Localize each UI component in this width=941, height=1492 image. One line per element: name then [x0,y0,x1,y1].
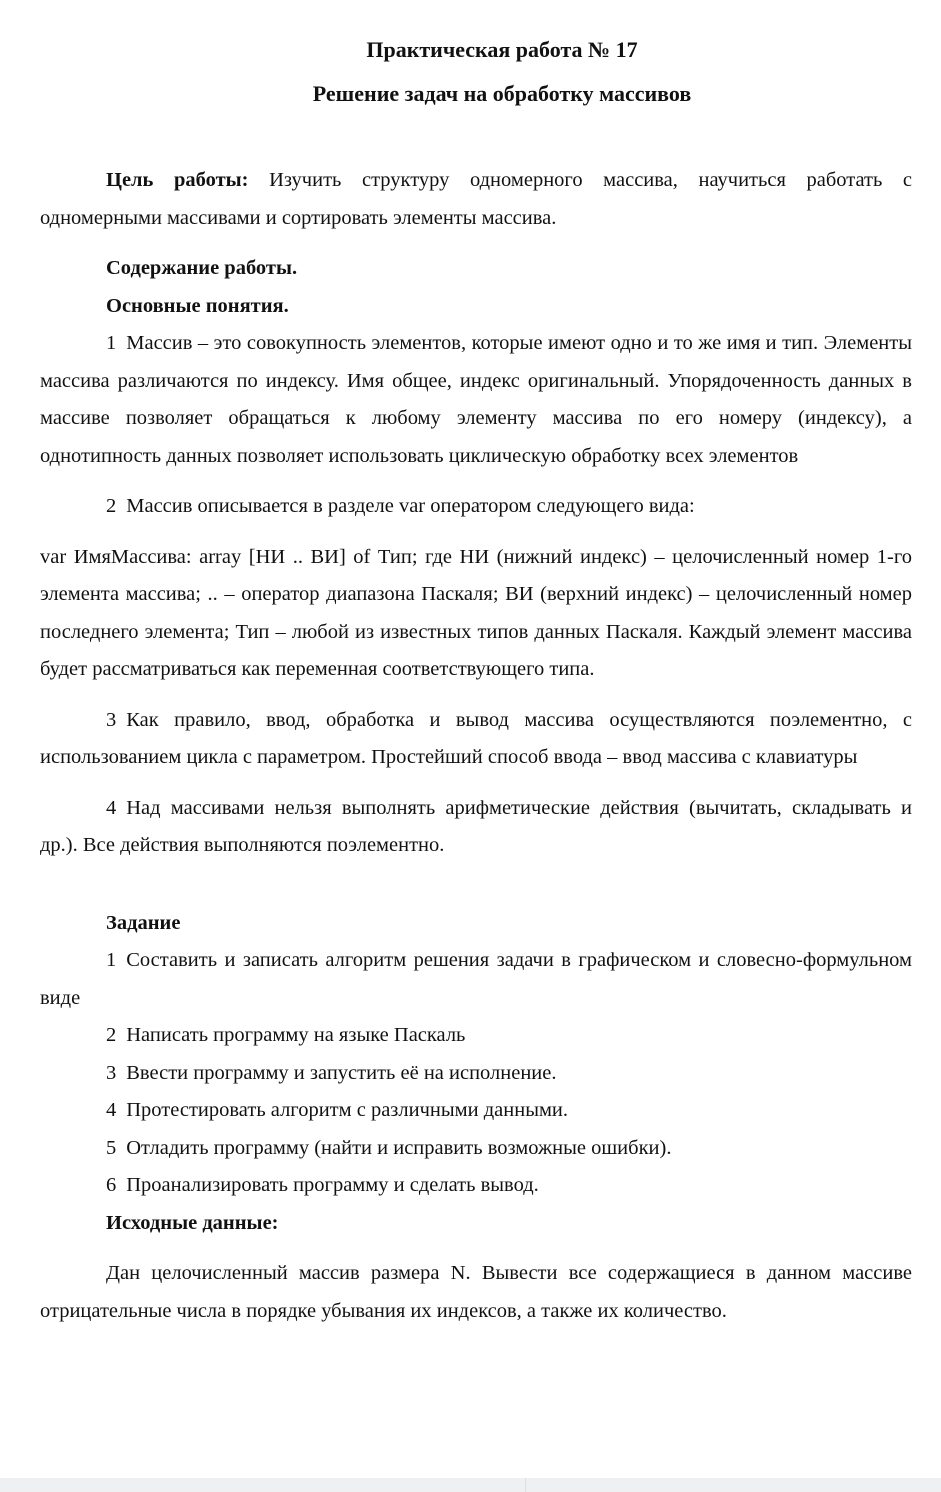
task-item [40,1092,912,1130]
concept-text: Массив – это совокупность элементов, которые имеют одно и то же имя и тип. Элементы массива различаются по индексу. Имя общее, индекс оригинальный. Упорядоченность данных в массиве позволяет обращаться к любому элементу массива по его номеру (индексу), а однотипность данных позволяет использовать циклическую обработку всех элементов [40,332,912,467]
task-number: 4 [106,1099,117,1121]
task-item [40,1017,912,1055]
concepts-heading: Основные понятия. [106,294,289,317]
task-heading: Задание [106,911,181,934]
document-title: Практическая работа № 17 [366,37,638,62]
task-text: Протестировать алгоритм с различными данными. [126,1099,569,1121]
goal-label: Цель работы: [106,169,249,191]
bottom-bar [0,1478,941,1492]
task-number: 2 [106,1024,117,1046]
goal-text: Изучить структуру одномерного массива, научиться работать с одномерными массивами и сортировать элементы массива. [40,169,913,229]
task-number: 5 [106,1136,117,1159]
task-text: Ввести программу и запустить её на исполнение. [126,1061,557,1084]
document-subtitle: Решение задач на обработку массивов [312,81,692,106]
task-number: 1 [106,949,117,971]
task-number: 6 [106,1174,117,1196]
source-text: Дан целочисленный массив размера N. Вывести все содержащиеся в данном массиве отрицательные числа в порядке убывания их индексов, а также их количество. [40,1262,912,1322]
task-text: Написать программу на языке Паскаль [126,1024,466,1046]
task-number: 3 [106,1061,117,1084]
task-item [40,942,912,1017]
task-text: Проанализировать программу и сделать вывод. [126,1174,539,1196]
concept-text: Над массивами нельзя выполнять арифметические действия (вычитать, складывать и др.). Все действия выполняются поэлементно. [40,796,912,856]
concept-number: 1 [106,332,117,354]
declaration-paragraph: var ИмяМассива: array [НИ .. ВИ] of Тип; где НИ (нижний индекс) – целочисленный номер 1-го элемента массива; .. – оператор диапазона Паскаля; ВИ (верхний индекс) – целочисленный номер последнего элемента; Тип – любой из известных типов данных Паскаля. Каждый элемент массива будет рассматриваться как переменная соответствующего типа. [40,545,912,680]
concept-number: 4 [106,796,117,819]
concept-text: Как правило, ввод, обработка и вывод массива осуществляются поэлементно, с использованием цикла с параметром. Простейший способ ввода – ввод массива с клавиатуры [40,708,912,768]
goal-paragraph [40,162,912,237]
concept-item [40,702,912,777]
task-item [40,1055,912,1093]
source-heading: Исходные данные: [106,1211,279,1234]
task-item [40,1167,912,1205]
concept-item [40,325,912,475]
concept-number: 3 [106,708,117,731]
content-heading: Содержание работы. [106,257,298,279]
concept-item [40,488,912,526]
task-text: Отладить программу (найти и исправить возможные ошибки). [126,1136,672,1159]
concept-text: Массив описывается в разделе var оператором следующего вида: [126,495,695,517]
task-text: Составить и записать алгоритм решения задачи в графическом и словесно-формульном виде [40,949,912,1009]
document-body [40,28,912,1330]
task-item [40,1130,912,1168]
concept-number: 2 [106,495,117,517]
concept-item [40,790,912,865]
bottom-bar-divider [525,1478,526,1492]
